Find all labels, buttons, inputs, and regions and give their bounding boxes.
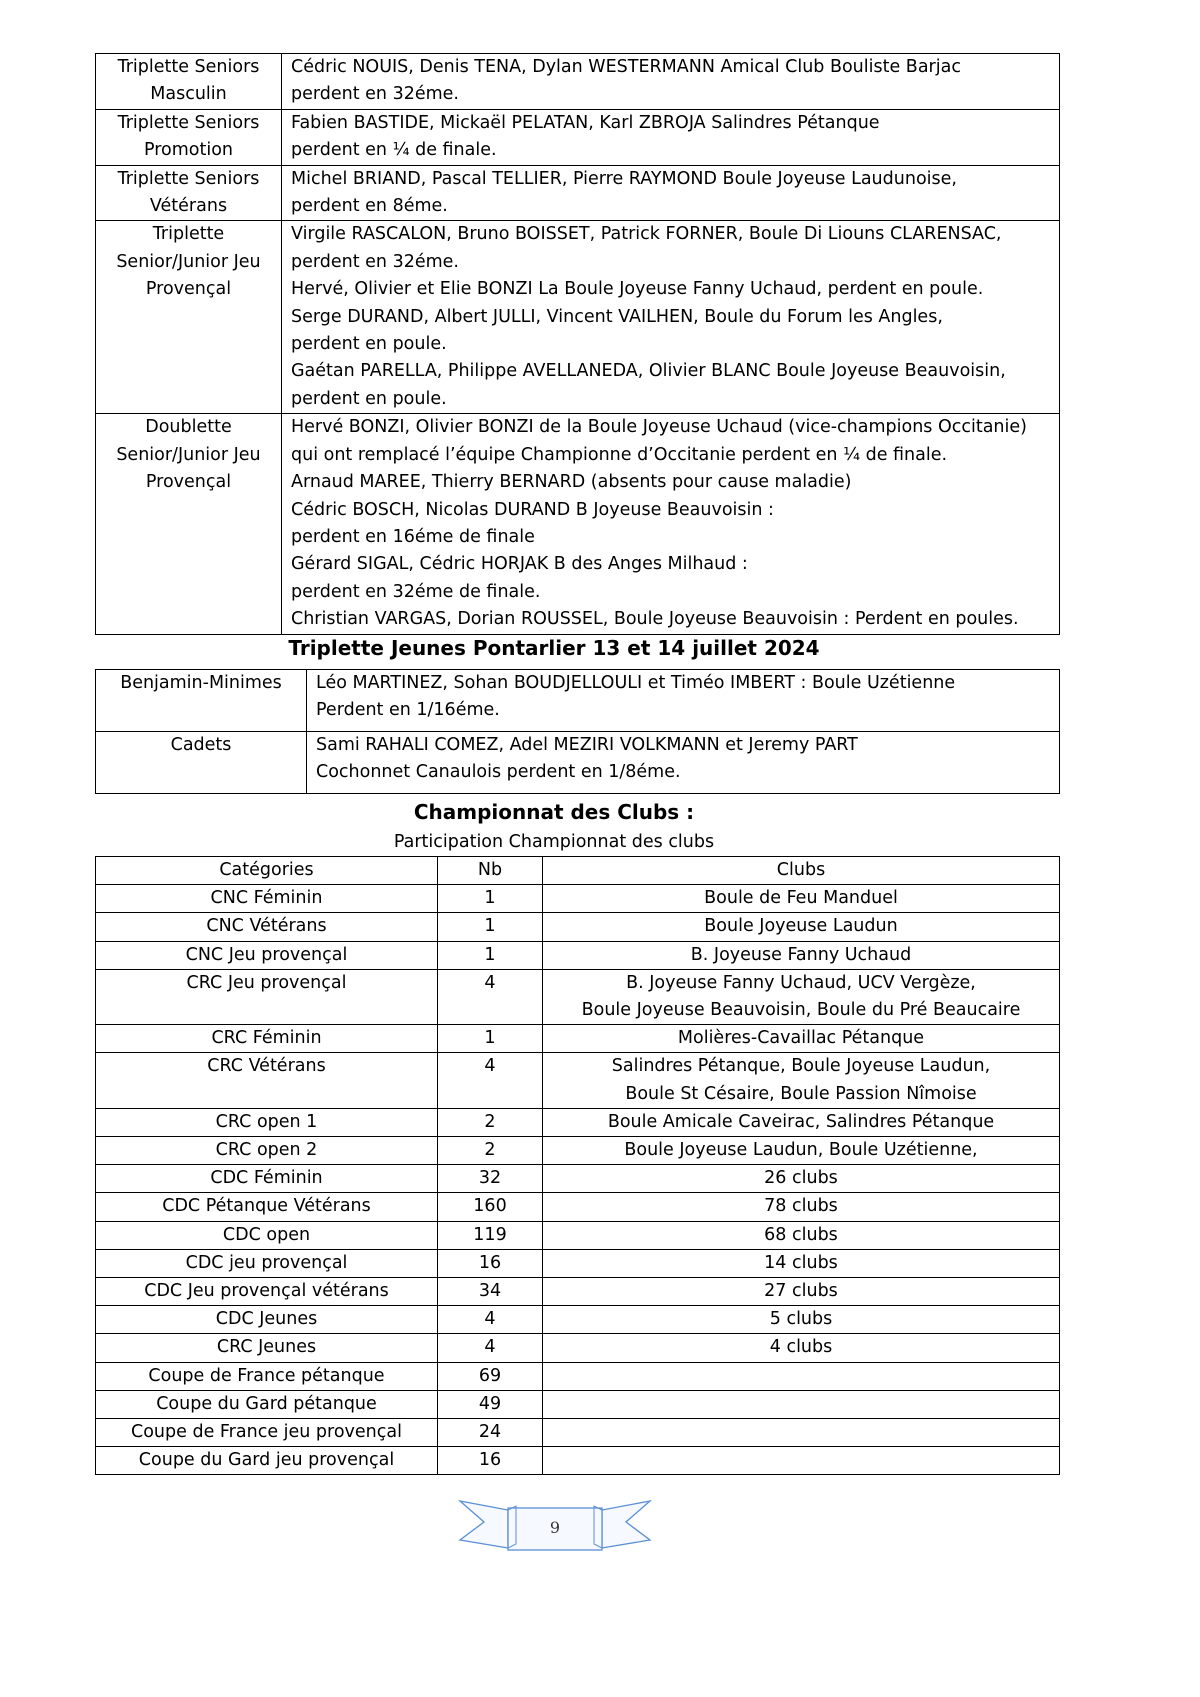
table-row <box>96 670 1060 732</box>
clubs-line: Salindres Pétanque, Boule Joyeuse Laudun, <box>611 1056 991 1077</box>
count-cell: 4 <box>438 1053 543 1108</box>
clubs-participation-table <box>95 856 1060 1475</box>
category-cell: CRC Jeu provençal <box>96 969 438 1024</box>
result-line: Gaétan PARELLA, Philippe AVELLANEDA, Olivier BLANC Boule Joyeuse Beauvoisin, <box>291 361 1006 382</box>
result-line: Fabien BASTIDE, Mickaël PELATAN, Karl ZBROJA Salindres Pétanque <box>291 112 880 133</box>
table-row <box>96 1306 1060 1334</box>
clubs-cell <box>543 1419 1060 1447</box>
result-cell <box>307 670 1060 732</box>
results-table-jeunes <box>95 669 1060 794</box>
clubs-cell <box>543 1137 1060 1165</box>
category-cell: CRC Vétérans <box>96 1053 438 1108</box>
table-row <box>96 941 1060 969</box>
category-cell: CNC Féminin <box>96 885 438 913</box>
result-line: Michel BRIAND, Pascal TELLIER, Pierre RAYMOND Boule Joyeuse Laudunoise, <box>291 168 957 189</box>
clubs-cell <box>543 1193 1060 1221</box>
result-line: perdent en 8éme. <box>291 196 448 217</box>
category-line: Masculin <box>150 84 227 105</box>
category-line: Triplette Seniors <box>117 168 260 189</box>
category-line: Vétérans <box>149 196 228 217</box>
table-row <box>96 109 1060 165</box>
category-line: Triplette Seniors <box>117 112 260 133</box>
count-cell: 34 <box>438 1278 543 1306</box>
result-line: qui ont remplacé l’équipe Championne d’Occitanie perdent en ¼ de finale. <box>291 444 948 465</box>
clubs-line: 27 clubs <box>764 1281 838 1302</box>
table-row <box>96 1221 1060 1249</box>
result-line: Arnaud MAREE, Thierry BERNARD (absents pour cause maladie) <box>291 472 852 493</box>
count-cell: 4 <box>438 1306 543 1334</box>
section-title-clubs: Championnat des Clubs : <box>413 800 695 824</box>
page-footer-ribbon <box>458 1496 652 1554</box>
clubs-line: 78 clubs <box>764 1196 838 1217</box>
category-cell <box>96 221 282 414</box>
count-cell: 16 <box>438 1249 543 1277</box>
clubs-line: B. Joyeuse Fanny Uchaud <box>690 944 912 965</box>
table-row <box>96 414 1060 634</box>
category-cell: CDC jeu provençal <box>96 1249 438 1277</box>
result-line: Hervé BONZI, Olivier BONZI de la Boule Joyeuse Uchaud (vice-champions Occitanie) <box>291 417 1027 438</box>
table-row <box>96 1025 1060 1053</box>
clubs-line <box>543 1419 1059 1446</box>
results-table-seniors <box>95 53 1060 635</box>
clubs-cell <box>543 1306 1060 1334</box>
count-cell: 69 <box>438 1362 543 1390</box>
count-cell: 1 <box>438 885 543 913</box>
clubs-line: Boule St Césaire, Boule Passion Nîmoise <box>625 1083 977 1104</box>
category-line: Triplette <box>152 224 225 245</box>
clubs-cell <box>543 969 1060 1024</box>
category-cell <box>96 54 282 110</box>
table-row <box>96 1278 1060 1306</box>
table-row <box>96 1165 1060 1193</box>
result-cell <box>307 731 1060 793</box>
clubs-cell <box>543 885 1060 913</box>
result-cell <box>282 221 1060 414</box>
count-cell: 1 <box>438 913 543 941</box>
result-line: perdent en 32éme. <box>291 251 459 272</box>
result-line: perdent en 16éme de finale <box>291 526 535 547</box>
clubs-line: Boule Joyeuse Laudun, Boule Uzétienne, <box>624 1140 978 1161</box>
table-row <box>96 221 1060 414</box>
table-row <box>96 885 1060 913</box>
result-line: perdent en poule. <box>291 334 447 355</box>
clubs-line: 68 clubs <box>764 1224 838 1245</box>
result-line: Cédric NOUIS, Denis TENA, Dylan WESTERMANN Amical Club Bouliste Barjac <box>291 57 961 77</box>
count-cell: 32 <box>438 1165 543 1193</box>
table-row <box>96 1447 1060 1475</box>
table-row <box>96 1334 1060 1362</box>
category-cell: CDC Jeunes <box>96 1306 438 1334</box>
clubs-cell <box>543 1108 1060 1136</box>
count-cell: 160 <box>438 1193 543 1221</box>
clubs-cell <box>543 1390 1060 1418</box>
result-line: Hervé, Olivier et Elie BONZI La Boule Joyeuse Fanny Uchaud, perdent en poule. <box>291 279 984 300</box>
table-row <box>96 1137 1060 1165</box>
clubs-line <box>543 1447 1059 1474</box>
category-cell: CNC Vétérans <box>96 913 438 941</box>
count-cell: 4 <box>438 969 543 1024</box>
table-row <box>96 913 1060 941</box>
clubs-cell <box>543 1362 1060 1390</box>
table-row <box>96 969 1060 1024</box>
clubs-line: Boule Joyeuse Laudun <box>704 916 898 937</box>
clubs-cell <box>543 913 1060 941</box>
count-cell: 2 <box>438 1137 543 1165</box>
result-line: perdent en 32éme de finale. <box>291 581 541 602</box>
count-cell: 49 <box>438 1390 543 1418</box>
category-cell <box>96 165 282 221</box>
header-clubs: Clubs <box>543 857 1060 885</box>
category-cell: CRC Jeunes <box>96 1334 438 1362</box>
category-cell: Coupe de France pétanque <box>96 1362 438 1390</box>
category-cell: CDC Féminin <box>96 1165 438 1193</box>
clubs-cell <box>543 1334 1060 1362</box>
result-line: Christian VARGAS, Dorian ROUSSEL, Boule Joyeuse Beauvoisin : Perdent en poules. <box>291 609 1019 630</box>
table-row <box>96 1390 1060 1418</box>
category-cell <box>96 414 282 634</box>
count-cell: 2 <box>438 1108 543 1136</box>
result-line: Virgile RASCALON, Bruno BOISSET, Patrick FORNER, Boule Di Liouns CLARENSAC, <box>291 224 1002 245</box>
table-row <box>96 1419 1060 1447</box>
clubs-cell <box>543 1447 1060 1475</box>
category-line: Doublette <box>145 417 232 438</box>
result-line: Serge DURAND, Albert JULLI, Vincent VAILHEN, Boule du Forum les Angles, <box>291 306 943 327</box>
clubs-cell <box>543 1278 1060 1306</box>
category-line: Promotion <box>143 140 234 161</box>
result-line: Cédric BOSCH, Nicolas DURAND B Joyeuse Beauvoisin : <box>291 499 774 520</box>
clubs-line <box>543 1391 1059 1418</box>
clubs-line: Boule Amicale Caveirac, Salindres Pétanque <box>607 1111 995 1132</box>
count-cell: 119 <box>438 1221 543 1249</box>
result-line: perdent en ¼ de finale. <box>291 140 497 161</box>
category-cell: CDC Jeu provençal vétérans <box>96 1278 438 1306</box>
category-line: Provençal <box>145 279 232 300</box>
clubs-line: 4 clubs <box>769 1337 833 1358</box>
section-subtitle-clubs: Participation Championnat des clubs <box>393 832 715 852</box>
category-cell: Coupe du Gard pétanque <box>96 1390 438 1418</box>
table-row <box>96 1362 1060 1390</box>
category-cell: CRC open 1 <box>96 1108 438 1136</box>
clubs-cell <box>543 1025 1060 1053</box>
clubs-line: Boule de Feu Manduel <box>704 888 898 909</box>
table-row <box>96 1249 1060 1277</box>
category-line: Triplette Seniors <box>117 57 260 77</box>
result-line: perdent en poule. <box>291 388 447 409</box>
result-line: perdent en 32éme. <box>291 84 459 105</box>
clubs-line: 26 clubs <box>764 1168 838 1189</box>
category-cell: Coupe du Gard jeu provençal <box>96 1447 438 1475</box>
result-cell <box>282 54 1060 110</box>
category-cell: Cadets <box>96 731 307 793</box>
clubs-line: 14 clubs <box>764 1252 838 1273</box>
result-line: Léo MARTINEZ, Sohan BOUDJELLOULI et Timéo IMBERT : Boule Uzétienne <box>316 673 956 693</box>
category-line: Senior/Junior Jeu <box>116 444 261 465</box>
clubs-cell <box>543 1221 1060 1249</box>
table-row <box>96 731 1060 793</box>
header-nb: Nb <box>438 857 543 885</box>
clubs-line: Boule Joyeuse Beauvoisin, Boule du Pré Beaucaire <box>581 1000 1021 1021</box>
category-cell: CDC Pétanque Vétérans <box>96 1193 438 1221</box>
result-line: Cochonnet Canaulois perdent en 1/8éme. <box>316 762 681 783</box>
category-cell: CNC Jeu provençal <box>96 941 438 969</box>
category-cell: CRC open 2 <box>96 1137 438 1165</box>
category-cell: CRC Féminin <box>96 1025 438 1053</box>
table-row <box>96 1053 1060 1108</box>
category-cell: Coupe de France jeu provençal <box>96 1419 438 1447</box>
clubs-line: B. Joyeuse Fanny Uchaud, UCV Vergèze, <box>626 972 976 993</box>
table-row <box>96 1108 1060 1136</box>
clubs-cell <box>543 941 1060 969</box>
table-row <box>96 54 1060 110</box>
count-cell: 24 <box>438 1419 543 1447</box>
count-cell: 1 <box>438 941 543 969</box>
page-number: 9 <box>549 1518 561 1537</box>
result-line: Perdent en 1/16éme. <box>316 700 500 721</box>
category-cell <box>96 109 282 165</box>
category-cell: CDC open <box>96 1221 438 1249</box>
result-line: Sami RAHALI COMEZ, Adel MEZIRI VOLKMANN et Jeremy PART <box>316 734 858 755</box>
category-line: Provençal <box>145 472 232 493</box>
clubs-cell <box>543 1165 1060 1193</box>
category-line: Senior/Junior Jeu <box>116 251 261 272</box>
clubs-line: 5 clubs <box>769 1309 833 1330</box>
result-cell <box>282 414 1060 634</box>
count-cell: 4 <box>438 1334 543 1362</box>
result-cell <box>282 165 1060 221</box>
clubs-line: Molières-Cavaillac Pétanque <box>677 1028 925 1049</box>
count-cell: 16 <box>438 1447 543 1475</box>
clubs-line <box>543 1363 1059 1390</box>
result-line: Gérard SIGAL, Cédric HORJAK B des Anges Milhaud : <box>291 554 748 575</box>
count-cell: 1 <box>438 1025 543 1053</box>
table-header-row <box>96 857 1060 885</box>
category-cell: Benjamin-Minimes <box>96 670 307 732</box>
clubs-cell <box>543 1053 1060 1108</box>
clubs-cell <box>543 1249 1060 1277</box>
table-row <box>96 165 1060 221</box>
section-title-jeunes: Triplette Jeunes Pontarlier 13 et 14 juillet 2024 <box>288 636 820 660</box>
result-cell <box>282 109 1060 165</box>
header-categories: Catégories <box>96 857 438 885</box>
table-row <box>96 1193 1060 1221</box>
